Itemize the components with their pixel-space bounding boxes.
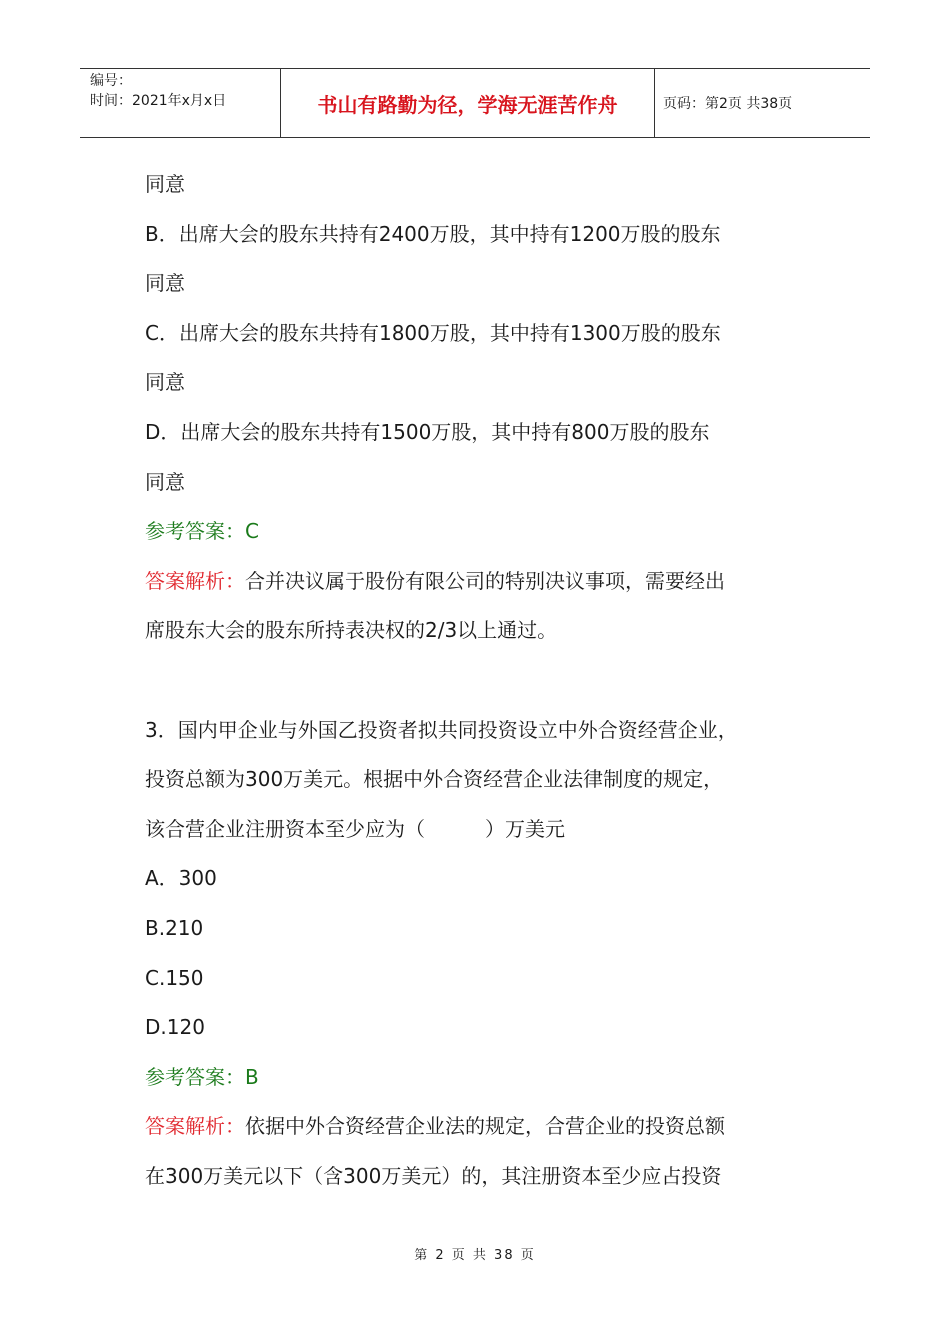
paragraph-gap (145, 656, 815, 706)
page-header (80, 68, 870, 138)
reference-answer (145, 507, 815, 557)
serial-label: 编号： (90, 73, 132, 89)
option-d-line: D.120 (145, 1015, 205, 1040)
option-b-line: B．出席大会的股东共持有2400万股，其中持有1200万股的股东 (145, 221, 721, 246)
header-motto: 书山有路勤为径，学海无涯苦作舟 (281, 69, 655, 137)
option-d-line: D．出席大会的股东共持有1500万股，其中持有800万股的股东 (145, 419, 710, 444)
analysis-label: 答案解析： (145, 1114, 245, 1139)
text-line: 同意 (145, 271, 185, 296)
time-label: 时间：2021年x月x日 (90, 93, 227, 109)
text-line: 在300万美元以下（含300万美元）的，其注册资本至少应占投资 (145, 1163, 722, 1188)
header-meta (80, 69, 281, 137)
analysis-text: 合并决议属于股份有限公司的特别决议事项，需要经出 (245, 568, 725, 593)
question-line: 3．国内甲企业与外国乙投资者拟共同投资设立中外合资经营企业， (145, 717, 738, 742)
text-line: 同意 (145, 172, 185, 196)
option-c-line: C．出席大会的股东共持有1800万股，其中持有1300万股的股东 (145, 320, 721, 345)
question-line: 投资总额为300万美元。根据中外合资经营企业法律制度的规定， (145, 767, 724, 792)
option-a-line: A．300 (145, 866, 217, 891)
question-line: 该合营企业注册资本至少应为（ ）万美元 (145, 816, 565, 841)
reference-answer (145, 1053, 815, 1103)
document-body (145, 160, 815, 1201)
answer-value: C (245, 519, 259, 544)
option-c-line: C.150 (145, 965, 204, 990)
answer-label: 参考答案： (145, 519, 245, 544)
analysis-line (145, 557, 815, 607)
text-line: 席股东大会的股东所持表决权的2/3以上通过。 (145, 618, 558, 643)
answer-label: 参考答案： (145, 1064, 245, 1089)
text-line: 同意 (145, 370, 185, 395)
header-page-info: 页码：第2页 共38页 (663, 96, 793, 112)
text-line: 同意 (145, 469, 185, 494)
analysis-text: 依据中外合资经营企业法的规定，合营企业的投资总额 (245, 1114, 725, 1139)
page-footer: 第 2 页 共 38 页 (414, 1248, 536, 1263)
analysis-line (145, 1102, 815, 1152)
answer-value: B (245, 1064, 259, 1089)
option-b-line: B.210 (145, 915, 204, 940)
analysis-label: 答案解析： (145, 568, 245, 593)
